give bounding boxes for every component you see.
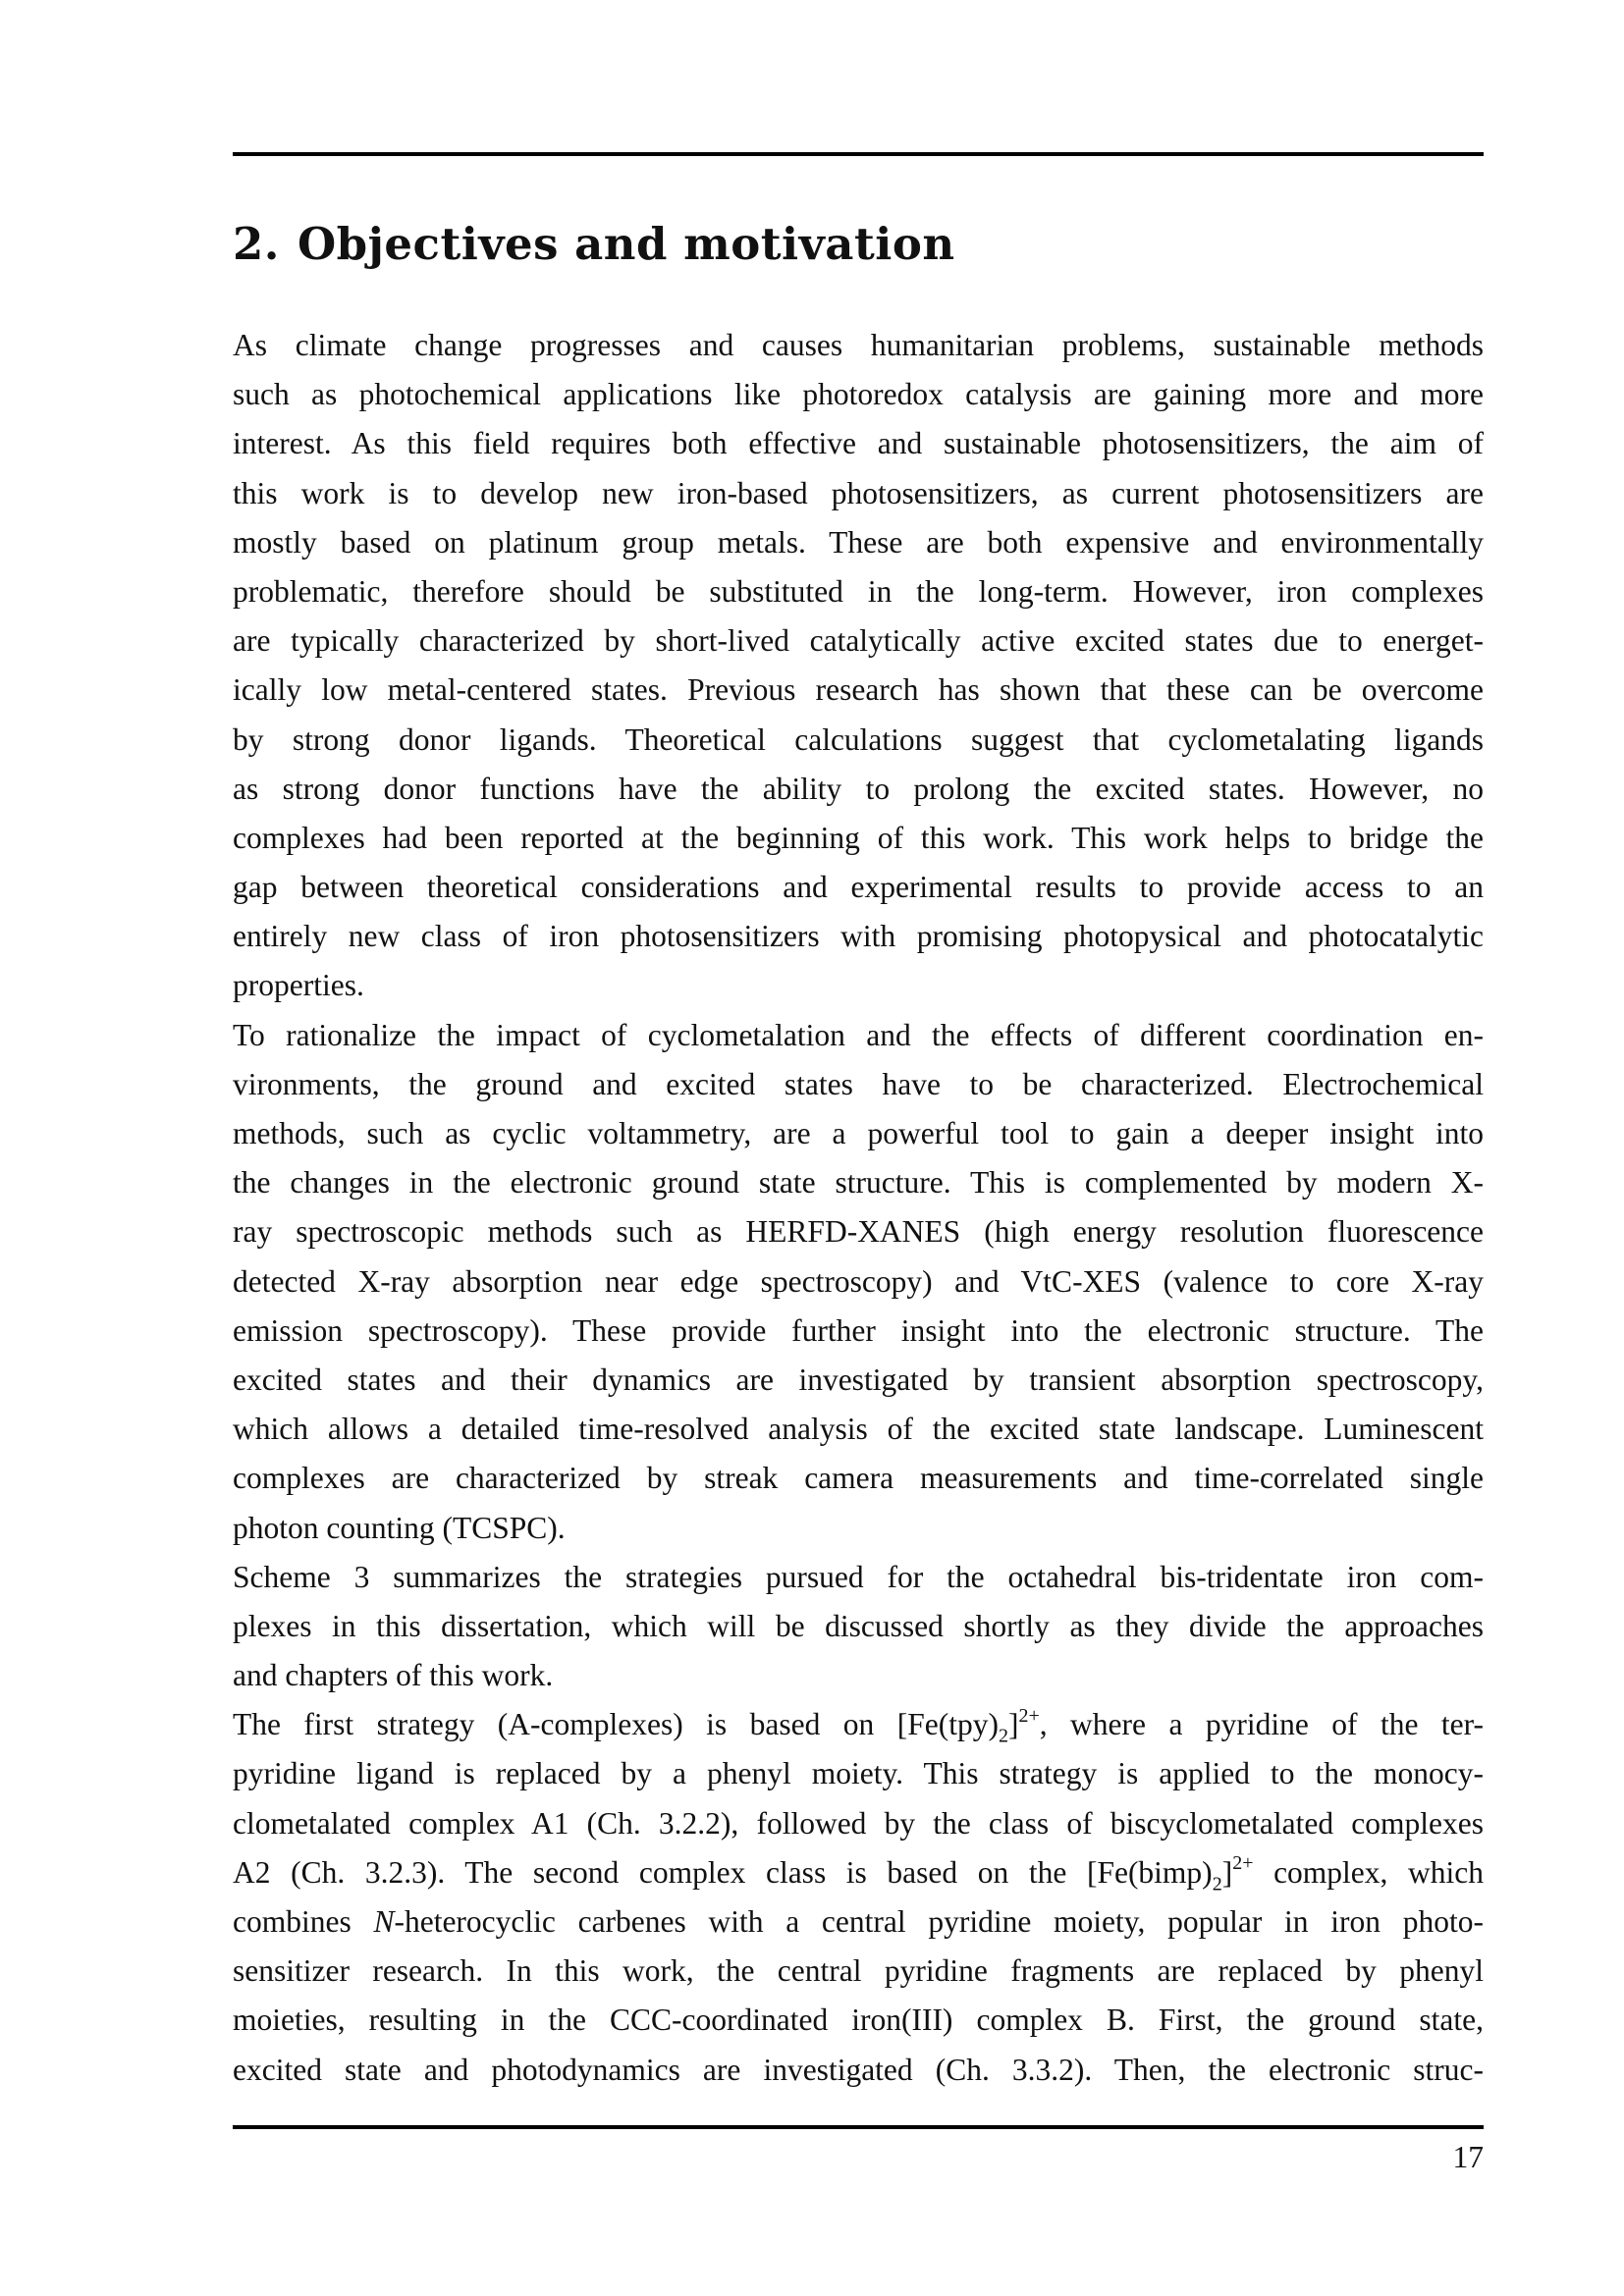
text-line: Scheme 3 summarizes the strategies pursued for the octahedral bis-tridentate iron com- <box>233 1559 1484 1594</box>
paragraph-strategies <box>233 1700 1484 2095</box>
text-line: emission spectroscopy). These provide further insight into the electronic structure. The <box>233 1312 1484 1348</box>
text-line <box>233 1897 1484 1947</box>
text-line: interest. As this field requires both effective and sustainable photosensitizers, the aim of <box>233 426 1484 461</box>
text-line: excited state and photodynamics are investigated (Ch. 3.3.2). Then, the electronic struc- <box>233 2052 1484 2087</box>
text-line: ray spectroscopic methods such as HERFD-XANES (high energy resolution fluorescence <box>233 1214 1484 1250</box>
paragraph-characterization <box>233 1011 1484 1553</box>
text-line: by strong donor ligands. Theoretical calculations suggest that cyclometalating ligands <box>233 721 1484 757</box>
text-line: and chapters of this work. <box>233 1658 554 1693</box>
text-line: as strong donor functions have the ability to prolong the excited states. However, no <box>233 771 1484 806</box>
text-line: methods, such as cyclic voltammetry, are a powerful tool to gain a deeper insight into <box>233 1116 1484 1150</box>
italic-symbol: N <box>373 1904 395 1939</box>
superscript: 2+ <box>1018 1704 1040 1727</box>
text-fragment: complex, which <box>1253 1854 1485 1890</box>
text-line <box>233 1848 1484 1897</box>
chapter-title: Objectives and motivation <box>297 218 955 270</box>
text-line: which allows a detailed time-resolved analysis of the excited state landscape. Luminescent <box>233 1412 1484 1447</box>
footer-rule <box>233 2125 1484 2129</box>
text-fragment: A2 (Ch. 3.2.3). The second complex class is based on the [Fe(bimp) <box>233 1854 1213 1890</box>
text-line: photon counting (TCSPC). <box>233 1510 566 1545</box>
text-line: problematic, therefore should be substituted in the long-term. However, iron complexes <box>233 573 1484 609</box>
text-fragment: , where a pyridine of the ter- <box>1039 1707 1484 1742</box>
superscript: 2+ <box>1232 1852 1254 1875</box>
text-fragment: -heterocyclic carbenes with a central pyridine moiety, popular in iron photo- <box>394 1904 1484 1939</box>
text-line: vironments, the ground and excited states have to be characterized. Electrochemical <box>233 1066 1484 1101</box>
text-fragment: combines <box>233 1904 374 1939</box>
text-line: this work is to develop new iron-based photosensitizers, as current photosensitizers are <box>233 475 1484 510</box>
text-line: complexes are characterized by streak camera measurements and time-correlated single <box>233 1461 1484 1496</box>
text-fragment: ] <box>1007 1707 1019 1742</box>
text-line: detected X-ray absorption near edge spectroscopy) and VtC-XES (valence to core X-ray <box>233 1263 1484 1299</box>
body-text <box>233 321 1484 2095</box>
text-fragment: ] <box>1221 1854 1233 1890</box>
subscript: 2 <box>998 1725 1008 1747</box>
chapter-number: 2. <box>233 218 280 270</box>
text-line: complexes had been reported at the beginning of this work. This work helps to bridge the <box>233 820 1484 855</box>
paragraph-scheme <box>233 1553 1484 1701</box>
text-line: To rationalize the impact of cyclometalation and the effects of different coordination en- <box>233 1017 1484 1052</box>
subscript: 2 <box>1212 1873 1222 1896</box>
paragraph-motivation <box>233 321 1484 1011</box>
text-line: pyridine ligand is replaced by a phenyl moiety. This strategy is applied to the monocy- <box>233 1756 1484 1791</box>
text-line: moieties, resulting in the CCC-coordinated iron(III) complex B. First, the ground state, <box>233 2002 1484 2038</box>
header-rule <box>233 152 1484 156</box>
text-line: mostly based on platinum group metals. These are both expensive and environmentally <box>233 524 1484 560</box>
text-line: sensitizer research. In this work, the central pyridine fragments are replaced by phenyl <box>233 1953 1484 1989</box>
text-fragment: The first strategy (A-complexes) is based on [Fe(tpy) <box>233 1707 999 1742</box>
chapter-heading <box>233 218 955 270</box>
page-number: 17 <box>1452 2140 1484 2174</box>
text-line: clometalated complex A1 (Ch. 3.2.2), followed by the class of biscyclometalated complexes <box>233 1805 1484 1841</box>
text-line: plexes in this dissertation, which will be discussed shortly as they divide the approaches <box>233 1608 1484 1643</box>
text-line: As climate change progresses and causes humanitarian problems, sustainable methods <box>233 328 1484 362</box>
text-line: gap between theoretical considerations and experimental results to provide access to an <box>233 870 1484 905</box>
text-line <box>233 1700 1484 1749</box>
text-line: ically low metal-centered states. Previous research has shown that these can be overcome <box>233 672 1484 708</box>
text-line: excited states and their dynamics are investigated by transient absorption spectroscopy, <box>233 1362 1484 1397</box>
text-line: entirely new class of iron photosensitizers with promising photopysical and photocatalytic <box>233 919 1484 954</box>
text-line: the changes in the electronic ground state structure. This is complemented by modern X- <box>233 1165 1484 1201</box>
text-line: properties. <box>233 968 364 1003</box>
text-line: such as photochemical applications like photoredox catalysis are gaining more and more <box>233 377 1484 412</box>
text-line: are typically characterized by short-lived catalytically active excited states due to energet- <box>233 623 1484 659</box>
